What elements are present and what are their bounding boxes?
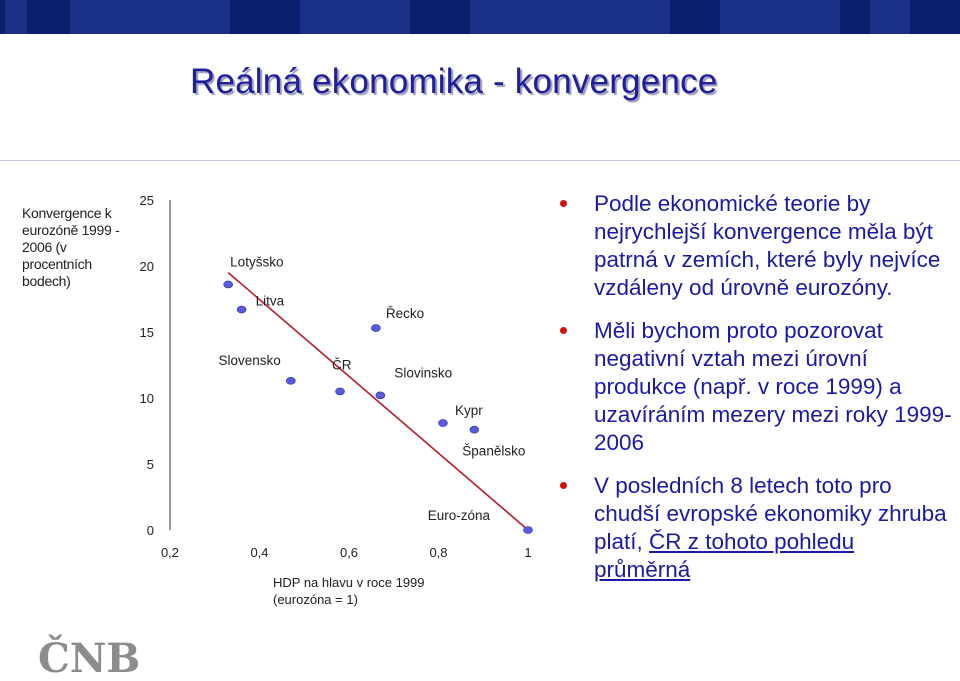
bullet-dot-icon	[560, 200, 567, 207]
data-point	[524, 527, 533, 534]
chart-description: Konvergence k eurozóně 1999 - 2006 (v procentních bodech)	[22, 205, 120, 289]
data-point-label: Španělsko	[462, 443, 526, 459]
bullet-item	[560, 190, 952, 302]
top-banner	[0, 0, 960, 34]
bullet-dot-icon	[560, 482, 567, 489]
scatter-chart	[130, 180, 550, 640]
data-point	[286, 377, 295, 384]
y-tick-label: 10	[139, 391, 154, 406]
bullet-item	[560, 317, 952, 457]
x-axis-label: (eurozóna = 1)	[273, 592, 358, 607]
data-point	[438, 420, 447, 427]
data-point-label: Slovinsko	[394, 365, 453, 381]
bullet-dot-icon	[560, 327, 567, 334]
x-tick-label: 0,6	[339, 545, 359, 560]
data-point-label: Kypr	[454, 403, 483, 419]
data-point	[336, 388, 345, 395]
data-point	[224, 281, 233, 288]
bullet-list	[560, 190, 952, 599]
y-tick-label: 15	[139, 325, 154, 340]
y-tick-label: 0	[146, 523, 154, 538]
y-tick-label: 25	[139, 193, 154, 208]
x-tick-label: 0,2	[160, 545, 180, 560]
slide-title: Reálná ekonomika - konvergence	[190, 62, 718, 101]
title-divider	[0, 160, 960, 161]
logo-text: ČNB	[38, 635, 141, 681]
y-tick-label: 20	[139, 259, 154, 274]
bullet-text: V posledních 8 letech toto pro chudší evropské ekonomiky zhruba platí,	[594, 473, 947, 554]
cnb-logo	[36, 628, 141, 681]
data-point	[237, 306, 246, 313]
x-tick-label: 0,4	[250, 545, 269, 560]
bullet-underlined-text: ČR z tohoto pohledu průměrná	[594, 529, 855, 582]
x-tick-label: 0,8	[429, 545, 448, 560]
x-tick-label: 1	[524, 545, 532, 560]
data-point-label: ČR	[332, 357, 352, 373]
data-point	[376, 392, 385, 399]
data-point-label: Řecko	[385, 306, 425, 322]
x-axis-label: HDP na hlavu v roce 1999	[273, 575, 425, 590]
data-point-label: Litva	[255, 293, 285, 309]
data-point	[371, 325, 380, 332]
trendline	[228, 273, 528, 530]
data-point-label: Slovensko	[218, 352, 281, 368]
bullet-text: Měli bychom proto pozorovat negativní vztah mezi úrovní produkce (např. v roce 1999) a uzavíráním mezery mezi roky 1999-2006	[594, 318, 952, 455]
data-point-label: Euro-zóna	[427, 508, 490, 523]
data-point-label: Lotyšsko	[230, 254, 284, 270]
bullet-item	[560, 472, 952, 584]
data-point	[470, 426, 479, 433]
bullet-text: Podle ekonomické teorie by nejrychlejší konvergence měla být patrná v zemích, které byly nejvíce vzdáleny od úrovně eurozóny.	[594, 191, 941, 300]
y-tick-label: 5	[146, 457, 154, 472]
